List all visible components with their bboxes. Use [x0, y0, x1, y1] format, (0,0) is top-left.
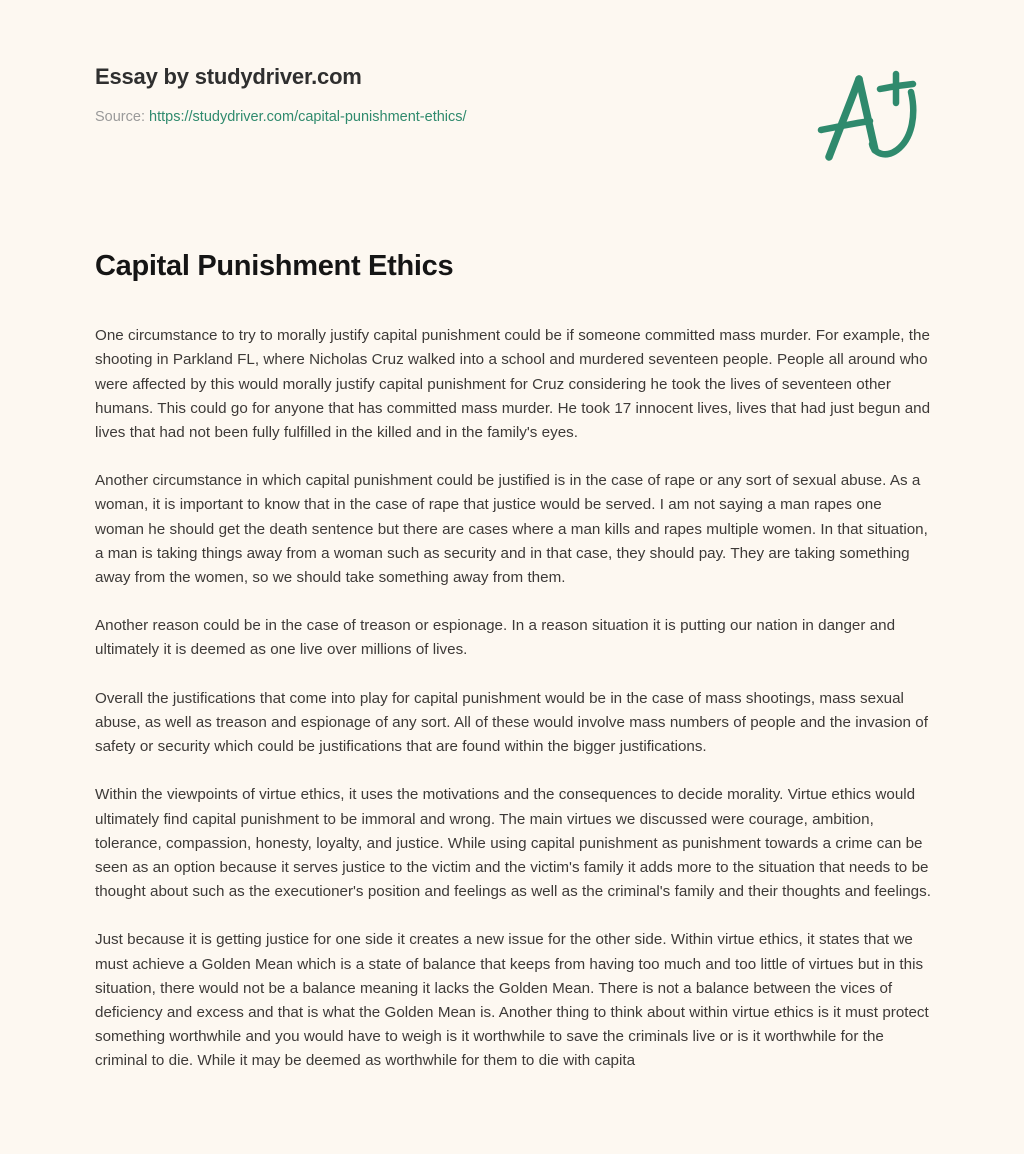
studydriver-logo[interactable] — [812, 68, 930, 168]
a-plus-logo-icon — [812, 68, 930, 168]
article-paragraph: One circumstance to try to morally justify capital punishment could be if someone committed mass murder. For example, the shooting in Parkland FL, where Nicholas Cruz walked into a school and murdered seventeen people. People all around who were affected by this would morally justify capital punishment for Cruz considering he took the lives of seventeen other humans. This could go for anyone that has committed mass murder. He took 17 innocent lives, lives that had just begun and lives that had not been fully fulfilled in the killed and in the family's eyes. — [95, 327, 931, 442]
page-header — [0, 0, 1024, 240]
header-text-block — [95, 64, 467, 127]
article-paragraph: Another circumstance in which capital punishment could be justified is in the case of rape or any sort of sexual abuse. As a woman, it is important to know that in the case of rape that justice would be served. I am not saying a man rapes one woman he should get the death sentence but there are cases where a man kills and rapes multiple women. In that situation, a man is taking things away from a woman such as security and in that case, they should pay. They are taking something away from the women, so we should take something away from them. — [95, 472, 928, 587]
article-body — [95, 324, 933, 1073]
source-url-link[interactable]: https://studydriver.com/capital-punishment-ethics/ — [149, 109, 467, 126]
article-paragraph: Within the viewpoints of virtue ethics, it uses the motivations and the consequences to decide morality. Virtue ethics would ultimately find capital punishment to be immoral and wrong. The main virtues we discussed were courage, ambition, tolerance, compassion, honesty, loyalty, and justice. While using capital punishment as punishment towards a crime can be seen as an option because it serves justice to the victim and the victim's family it adds more to the situation that needs to be thought about such as the executioner's position and feelings as well as the criminal's family and their thoughts and feelings. — [95, 786, 931, 901]
essay-attribution: Essay by studydriver.com — [95, 64, 362, 89]
article-paragraph: Overall the justifications that come into play for capital punishment would be in the case of mass shootings, mass sexual abuse, as well as treason and espionage of any sort. All of these would involve mass numbers of people and the invasion of safety or security which could be justifications that are found within the bigger justifications. — [95, 689, 928, 756]
page-title: Capital Punishment Ethics — [95, 250, 454, 282]
article-paragraph: Another reason could be in the case of treason or espionage. In a reason situation it is putting our nation in danger and ultimately it is deemed as one live over millions of lives. — [95, 617, 896, 659]
source-line — [95, 109, 467, 126]
source-label: Source: — [95, 109, 145, 126]
article-container — [95, 248, 933, 1074]
article-paragraph: Just because it is getting justice for one side it creates a new issue for the other side. Within virtue ethics, it states that we must achieve a Golden Mean which is a state of balance that keeps from having too much and too little of virtues but in this situation, there would not be a balance meaning it lacks the Golden Mean. There is not a balance between the vices of deficiency and excess and that is what the Golden Mean is. Another thing to think about within virtue ethics is it must protect something worthwhile and you would have to weigh is it worthwhile to save the criminals live or is it worthwhile for the criminal to die. While it may be deemed as worthwhile for them to die with capita — [95, 931, 929, 1070]
